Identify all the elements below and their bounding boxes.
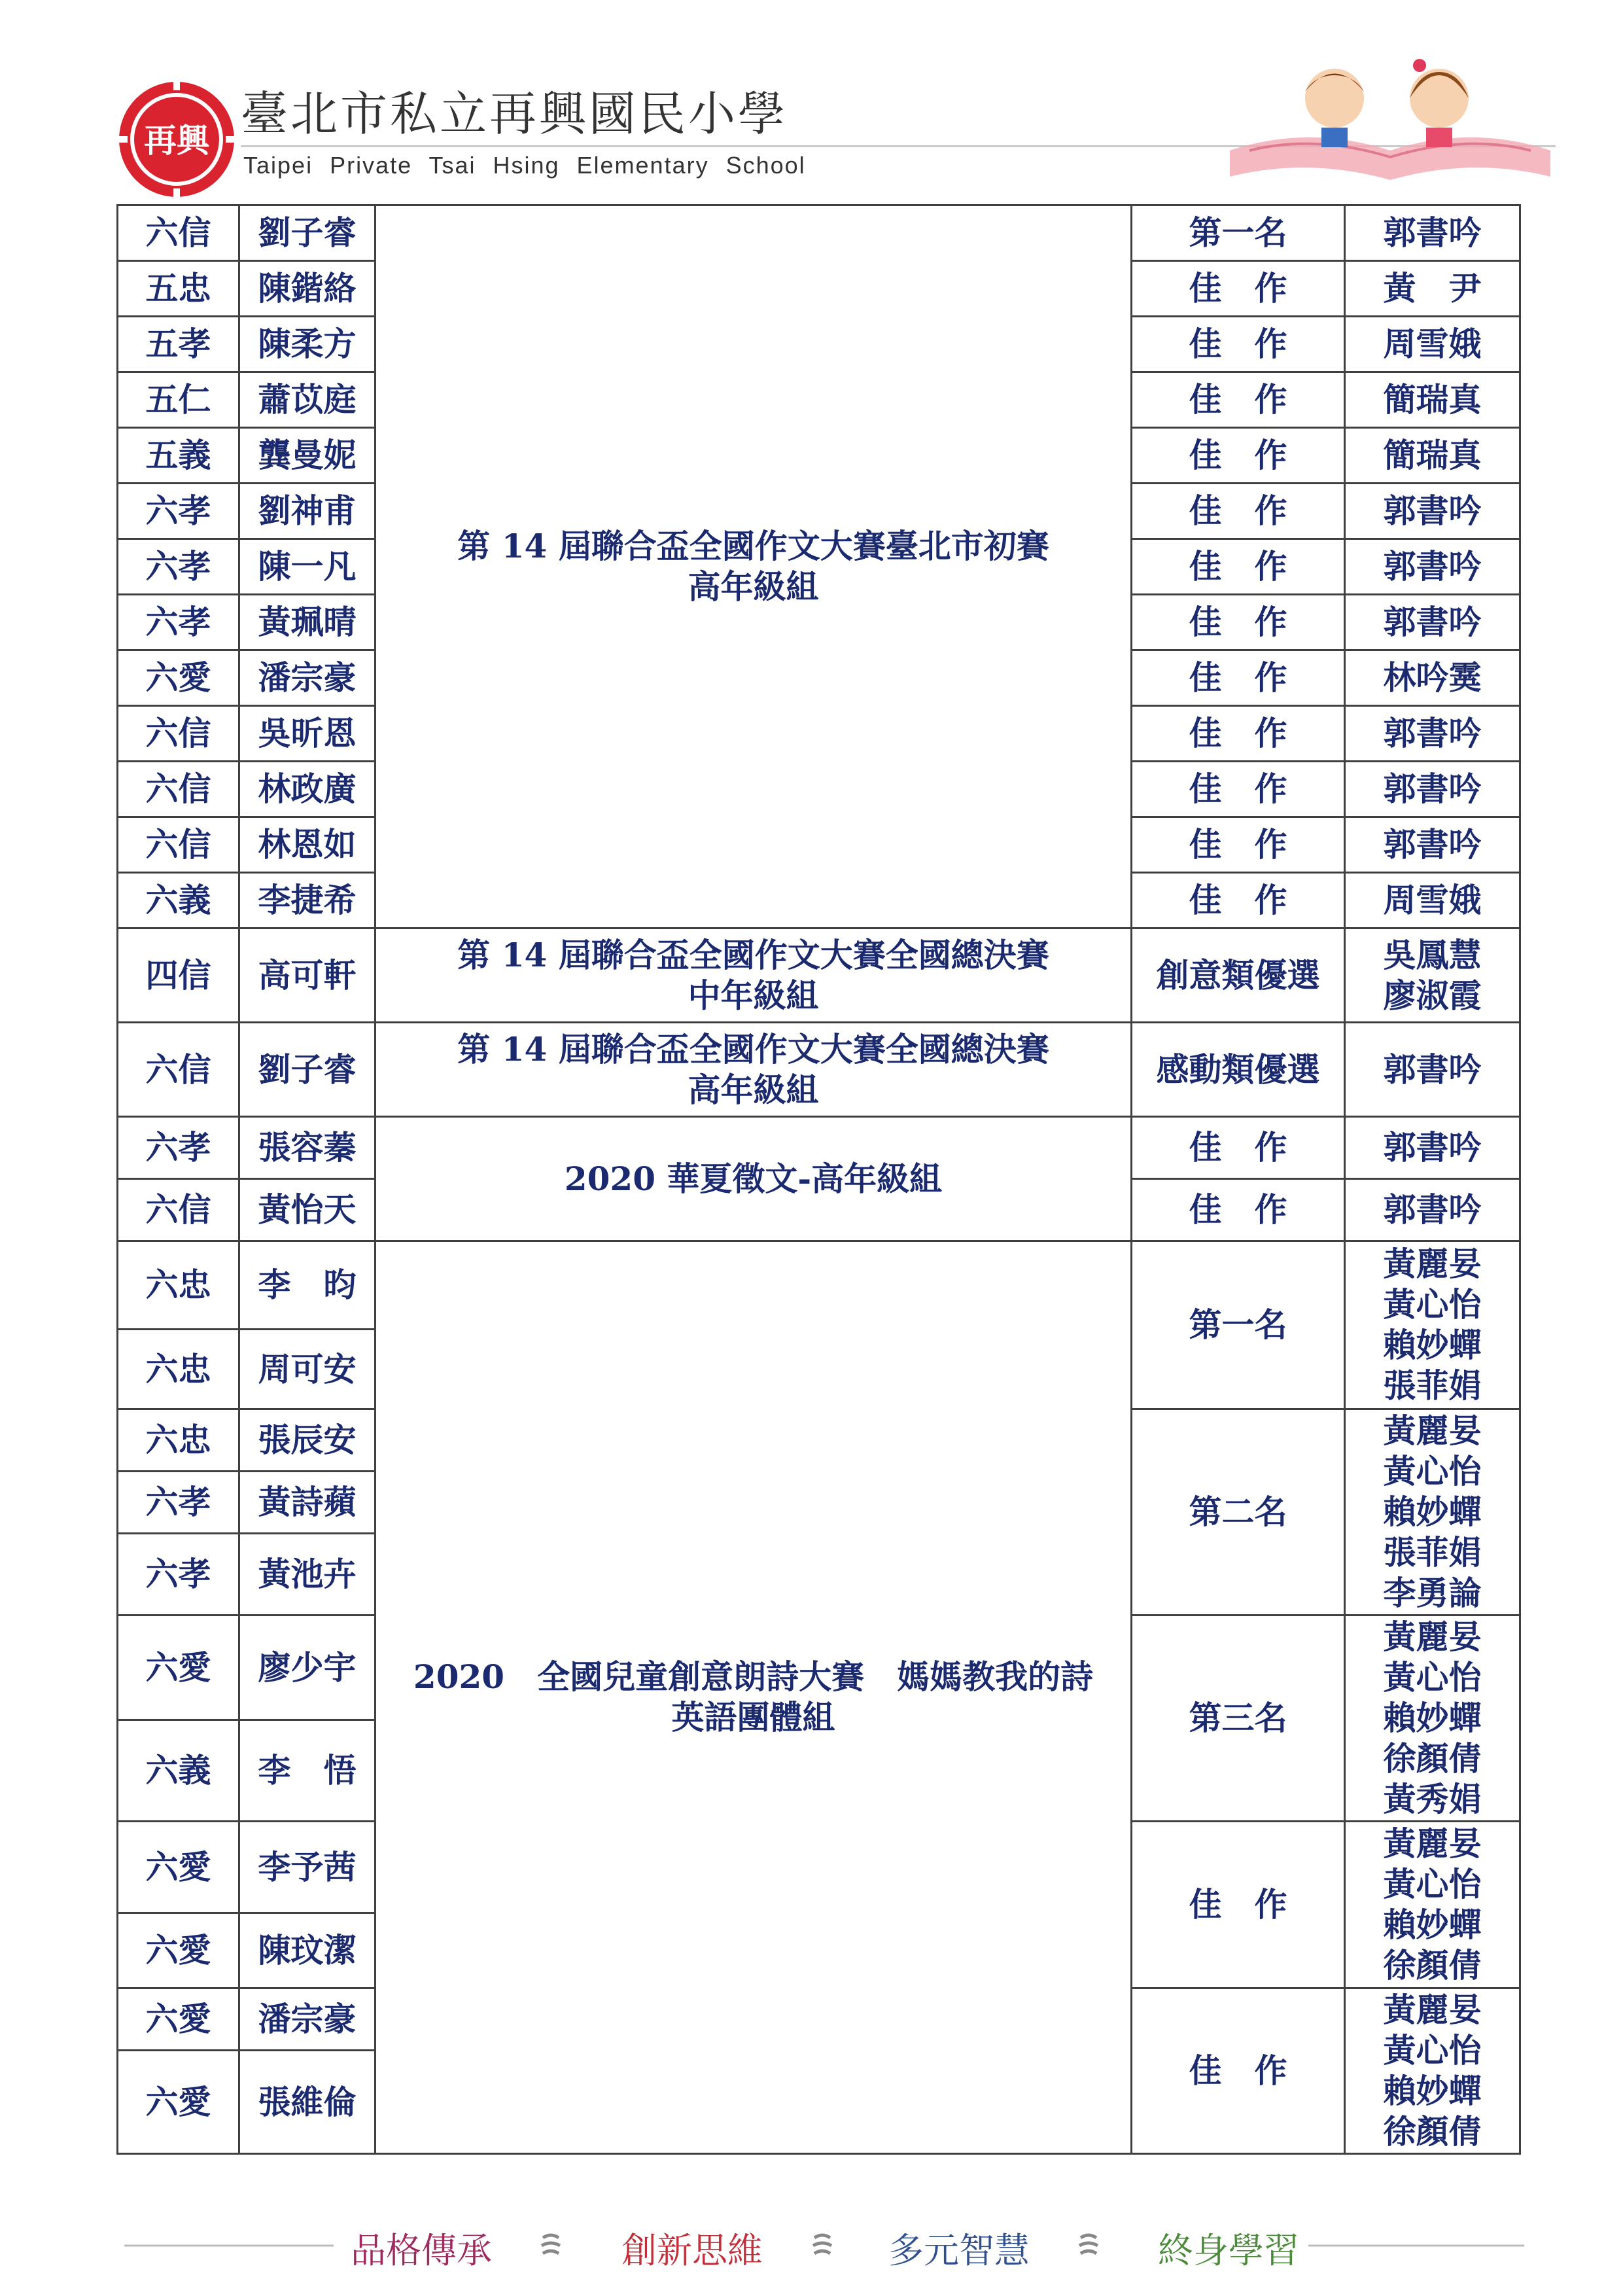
- award-cell: 佳 作: [1132, 1988, 1345, 2154]
- teacher-cell: 郭書吟: [1345, 539, 1520, 595]
- award-cell: 佳 作: [1132, 539, 1345, 595]
- slogan-4: 終身學習: [1158, 2230, 1299, 2271]
- class-cell: 六愛: [118, 650, 239, 706]
- event-name: [375, 928, 1132, 1023]
- student-name: 陳柔方: [239, 317, 375, 372]
- school-name-zh: 臺北市私立再興國民小學: [241, 86, 788, 141]
- event-name: [375, 1117, 1132, 1241]
- slogan-2: 創新思維: [621, 2230, 763, 2271]
- award-cell: 佳 作: [1132, 817, 1345, 873]
- teacher-cell: 林吟霙: [1345, 650, 1520, 706]
- event-name: [375, 1241, 1132, 2154]
- award-cell: 創意類優選: [1132, 928, 1345, 1023]
- class-cell: 六愛: [118, 1988, 239, 2051]
- student-name: 黃詩蘋: [239, 1472, 375, 1534]
- teacher-cell: 郭書吟: [1345, 1023, 1520, 1117]
- award-cell: 佳 作: [1132, 261, 1345, 317]
- student-name: 劉子睿: [239, 205, 375, 261]
- class-cell: 六信: [118, 205, 239, 261]
- table-row: [118, 205, 1520, 261]
- class-cell: 五忠: [118, 261, 239, 317]
- teacher-cell: 郭書吟: [1345, 205, 1520, 261]
- class-cell: 五義: [118, 428, 239, 484]
- student-name: 廖少宇: [239, 1616, 375, 1720]
- teacher-cell: 周雪娥: [1345, 317, 1520, 372]
- student-name: 劉神甫: [239, 484, 375, 539]
- award-cell: 佳 作: [1132, 595, 1345, 650]
- class-cell: 六孝: [118, 1534, 239, 1616]
- award-cell: 感動類優選: [1132, 1023, 1345, 1117]
- class-cell: 六愛: [118, 1913, 239, 1988]
- student-name: 陳玟潔: [239, 1913, 375, 1988]
- class-cell: 五仁: [118, 372, 239, 428]
- class-cell: 六信: [118, 762, 239, 817]
- student-name: 黃池卉: [239, 1534, 375, 1616]
- table-row: [118, 1023, 1520, 1117]
- footer-decoration: [0, 2225, 1623, 2264]
- award-cell: 佳 作: [1132, 873, 1345, 928]
- teacher-cell: 郭書吟: [1345, 706, 1520, 762]
- teacher-cell: 黃麗妟 黃心怡 賴妙蟬 徐顏倩: [1345, 1822, 1520, 1988]
- award-cell: 佳 作: [1132, 706, 1345, 762]
- student-name: 周可安: [239, 1330, 375, 1409]
- kids-reading-illustration: [1223, 52, 1557, 183]
- class-cell: 六信: [118, 817, 239, 873]
- table-row: [118, 928, 1520, 1023]
- teacher-cell: 郭書吟: [1345, 1179, 1520, 1241]
- student-name: 林恩如: [239, 817, 375, 873]
- award-cell: 第三名: [1132, 1616, 1345, 1822]
- logo-text: 再興: [144, 122, 209, 160]
- class-cell: 六信: [118, 1023, 239, 1117]
- school-logo: [114, 77, 239, 202]
- teacher-cell: 簡瑞真: [1345, 372, 1520, 428]
- student-name: 林政廣: [239, 762, 375, 817]
- award-cell: 佳 作: [1132, 428, 1345, 484]
- event-line: 第 14 屆聯合盃全國作文大賽全國總決賽: [457, 1029, 1049, 1069]
- student-name: 李予茜: [239, 1822, 375, 1913]
- slogan-3: 多元智慧: [888, 2230, 1030, 2271]
- award-cell: 佳 作: [1132, 762, 1345, 817]
- student-name: 潘宗豪: [239, 650, 375, 706]
- award-cell: 佳 作: [1132, 650, 1345, 706]
- event-line: 高年級組: [688, 567, 819, 606]
- event-line: 2020 華夏徵文-高年級組: [564, 1159, 943, 1198]
- class-cell: 六孝: [118, 484, 239, 539]
- class-cell: 五孝: [118, 317, 239, 372]
- teacher-cell: 黃麗妟 黃心怡 賴妙蟬 徐顏倩: [1345, 1988, 1520, 2154]
- award-cell: 第一名: [1132, 205, 1345, 261]
- student-name: 李 昀: [239, 1241, 375, 1330]
- slogan-1: 品格傳承: [351, 2230, 492, 2271]
- teacher-cell: 簡瑞真: [1345, 428, 1520, 484]
- event-line: 中年級組: [688, 976, 819, 1015]
- student-name: 蕭苡庭: [239, 372, 375, 428]
- class-cell: 六愛: [118, 2051, 239, 2154]
- award-cell: 第二名: [1132, 1409, 1345, 1616]
- student-name: 吳昕恩: [239, 706, 375, 762]
- class-cell: 六忠: [118, 1409, 239, 1472]
- teacher-cell: 郭書吟: [1345, 1117, 1520, 1179]
- student-name: 李捷希: [239, 873, 375, 928]
- award-cell: 佳 作: [1132, 372, 1345, 428]
- event-line: 第 14 屆聯合盃全國作文大賽全國總決賽: [457, 935, 1049, 974]
- class-cell: 四信: [118, 928, 239, 1023]
- teacher-cell: 郭書吟: [1345, 595, 1520, 650]
- awards-table: [116, 204, 1521, 2155]
- class-cell: 六忠: [118, 1241, 239, 1330]
- award-cell: 佳 作: [1132, 484, 1345, 539]
- teacher-cell: 周雪娥: [1345, 873, 1520, 928]
- student-name: 張容蓁: [239, 1117, 375, 1179]
- class-cell: 六忠: [118, 1330, 239, 1409]
- teacher-cell: 黃麗妟 黃心怡 賴妙蟬 徐顏倩 黃秀娟: [1345, 1616, 1520, 1822]
- teacher-cell: 郭書吟: [1345, 817, 1520, 873]
- student-name: 李 悟: [239, 1720, 375, 1822]
- teacher-cell: 郭書吟: [1345, 484, 1520, 539]
- teacher-cell: 黃 尹: [1345, 261, 1520, 317]
- event-name: [375, 1023, 1132, 1117]
- student-name: 張辰安: [239, 1409, 375, 1472]
- table-row: [118, 1117, 1520, 1179]
- teacher-cell: 吳鳳慧 廖淑霞: [1345, 928, 1520, 1023]
- class-cell: 六孝: [118, 1472, 239, 1534]
- student-name: 黃怡天: [239, 1179, 375, 1241]
- class-cell: 六愛: [118, 1616, 239, 1720]
- teacher-cell: 郭書吟: [1345, 762, 1520, 817]
- award-cell: 第一名: [1132, 1241, 1345, 1409]
- student-name: 陳一凡: [239, 539, 375, 595]
- event-name: [375, 205, 1132, 928]
- student-name: 潘宗豪: [239, 1988, 375, 2051]
- student-name: 龔曼妮: [239, 428, 375, 484]
- class-cell: 六孝: [118, 1117, 239, 1179]
- student-name: 陳鍇絡: [239, 261, 375, 317]
- award-cell: 佳 作: [1132, 317, 1345, 372]
- class-cell: 六義: [118, 873, 239, 928]
- event-line: 高年級組: [688, 1070, 819, 1109]
- teacher-cell: 黃麗妟 黃心怡 賴妙蟬 張菲娟 李勇論: [1345, 1409, 1520, 1616]
- class-cell: 六愛: [118, 1822, 239, 1913]
- class-cell: 六孝: [118, 595, 239, 650]
- school-name-en: Taipei Private Tsai Hsing Elementary School: [243, 152, 806, 179]
- event-line: 第 14 屆聯合盃全國作文大賽臺北市初賽: [457, 527, 1049, 565]
- class-cell: 六信: [118, 1179, 239, 1241]
- award-cell: 佳 作: [1132, 1117, 1345, 1179]
- event-line: 2020 全國兒童創意朗詩大賽 媽媽教我的詩: [413, 1657, 1094, 1696]
- student-name: 張維倫: [239, 2051, 375, 2154]
- class-cell: 六孝: [118, 539, 239, 595]
- award-cell: 佳 作: [1132, 1179, 1345, 1241]
- event-line: 英語團體組: [671, 1698, 835, 1737]
- teacher-cell: 黃麗妟 黃心怡 賴妙蟬 張菲娟: [1345, 1241, 1520, 1409]
- student-name: 劉子睿: [239, 1023, 375, 1117]
- student-name: 高可軒: [239, 928, 375, 1023]
- student-name: 黃珮晴: [239, 595, 375, 650]
- class-cell: 六信: [118, 706, 239, 762]
- class-cell: 六義: [118, 1720, 239, 1822]
- award-cell: 佳 作: [1132, 1822, 1345, 1988]
- table-row: [118, 1241, 1520, 1330]
